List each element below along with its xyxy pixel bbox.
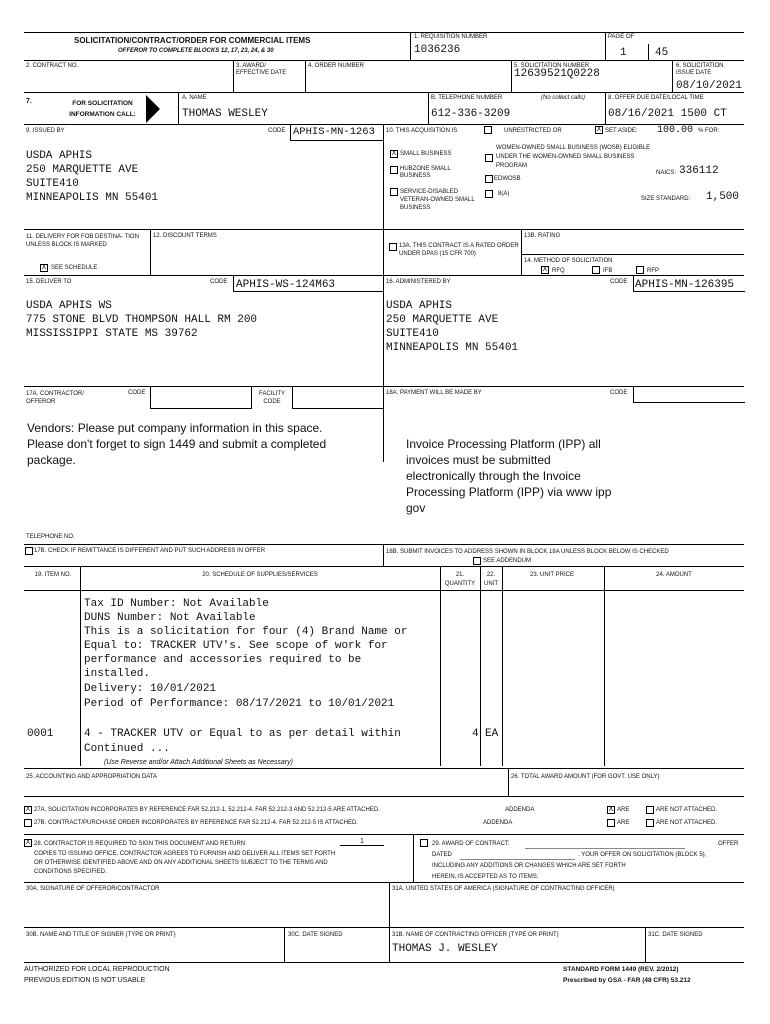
page-count-value: 45 [655, 47, 669, 59]
col-item-no-header: 19. ITEM NO. [34, 572, 72, 578]
admin-code-value[interactable]: APHIS-MN-126395 [635, 279, 735, 291]
col-unit-price-header: 23. UNIT PRICE [530, 572, 574, 578]
rfq-checkbox[interactable]: X [542, 266, 548, 273]
r28-label: 28. CONTRACTOR IS REQUIRED TO SIGN THIS DOCUMENT AND RETURN [34, 841, 246, 847]
sig30a-label: 30A. SIGNATURE OF OFFEROR/CONTRACTOR [26, 886, 160, 892]
telephone-value[interactable]: 612-336-3209 [431, 108, 511, 120]
contracting-officer-name: THOMAS J. WESLEY [392, 943, 498, 955]
schedule-line-8: Period of Performance: 08/17/2021 to 10/01/2021 [84, 698, 395, 710]
issued-code-label: CODE [268, 128, 286, 134]
naics-value[interactable]: 336112 [679, 165, 719, 177]
discount-terms-label: 12. DISCOUNT TERMS [153, 233, 217, 239]
r27b-are-not-label: ARE NOT ATTACHED. [656, 820, 718, 826]
edwosb-label: EDWOSB [494, 176, 521, 182]
r27a-addenda: ADDENDA [505, 807, 535, 813]
solicitation-info-label: FOR SOLICITATION INFORMATION CALL: [69, 100, 136, 118]
small-business-label: SMALL BUSINESS [400, 151, 452, 157]
award-date-label: 3. AWARD/ EFFECTIVE DATE [236, 63, 287, 76]
size-standard-label: SIZE STANDARD: [641, 196, 691, 202]
size-standard-value[interactable]: 1,500 [706, 191, 740, 203]
delivery-label: 11. DELIVERY FOR FOB DESTINA- TION UNLESS BLOCK IS MARKED [26, 234, 139, 248]
schedule-line-6: installed. [84, 668, 151, 680]
item-number: 0001 [27, 728, 54, 740]
remittance-checkbox[interactable] [25, 547, 33, 555]
previous-edition-note: PREVIOUS EDITION IS NOT USABLE [24, 977, 146, 984]
issue-date-label: 6. SOLICITATION ISSUE DATE [676, 63, 724, 76]
requisition-value[interactable]: 1036236 [414, 44, 461, 56]
rfp-label: RFP [647, 268, 659, 274]
r27a-are-label: ARE [617, 807, 630, 813]
arrow-right-icon [146, 95, 160, 123]
standard-form-label: STANDARD FORM 1449 (REV. 2/2012) [563, 966, 679, 973]
r27a-are-not-checkbox[interactable] [646, 806, 654, 814]
schedule-line-5: performance and accessories required to be [84, 654, 362, 666]
name-label: A. NAME [182, 95, 207, 101]
remittance-label: 17B. CHECK IF REMITTANCE IS DIFFERENT AND PUT SUCH ADDRESS IN OFFER [34, 548, 266, 554]
solicitation-number-label: 5. SOLICITATION NUMBER [514, 63, 590, 69]
r27b-checkbox[interactable] [24, 819, 32, 827]
solicitation-number-value[interactable]: 12639521Q0228 [514, 68, 600, 80]
r27b-are-not-checkbox[interactable] [646, 819, 654, 827]
r28-text: COPIES TO ISSUING OFFICE. CONTRACTOR AGREES TO FURNISH AND DELIVER ALL ITEMS SET FORTH OR OTHERWISE IDENTIFIED ABOVE AND ON ANY ADDITIONAL SHEETS SUBJECT TO THE TERMS AND CONDITIONS SPECIFIED. [34, 851, 336, 875]
r29-offer-label: OFFER [718, 841, 739, 847]
see-schedule-checkbox[interactable]: X [41, 264, 47, 271]
collect-note: (No collect calls) [541, 95, 586, 101]
contract-no-label: 2. CONTRACT NO. [26, 63, 79, 69]
hubzone-label: HUBZONE SMALL BUSINESS [400, 166, 451, 179]
issued-by-line-1: USDA APHIS [26, 150, 93, 162]
item-description-2: Continued ... [84, 743, 170, 755]
deliver-to-line-2: 775 STONE BLVD THOMPSON HALL RM 200 [26, 314, 258, 326]
r29-checkbox[interactable] [420, 839, 428, 847]
date31c-label: 31C. DATE SIGNED [648, 932, 703, 938]
offer-due-value[interactable]: 08/16/2021 1500 CT [608, 108, 727, 120]
contractor-label: 17A. CONTRACTOR/ OFFEROR [26, 391, 84, 405]
facility-code-label: FACILITY CODE [258, 391, 285, 405]
r29-offer-block: . YOUR OFFER ON SOLICITATION (BLOCK 5), [578, 852, 707, 858]
r27b-addenda: ADDENDA [483, 820, 513, 826]
r27b-are-label: ARE [617, 820, 630, 826]
small-business-checkbox[interactable]: X [391, 150, 397, 157]
set-aside-percent[interactable]: 100.00 [657, 125, 694, 136]
issue-date-value[interactable]: 08/10/2021 [676, 80, 743, 92]
block-7-number: 7. [26, 98, 32, 105]
issued-by-line-2: 250 MARQUETTE AVE [26, 164, 139, 176]
form-subtitle: OFFEROR TO COMPLETE BLOCKS 12, 17, 23, 24, & 30 [118, 48, 274, 54]
date30c-label: 30C. DATE SIGNED [288, 932, 343, 938]
issued-by-line-3: SUITE410 [26, 178, 79, 190]
requisition-label: 1. REQUISITION NUMBER [414, 34, 488, 40]
ifb-label: IFB [603, 268, 613, 274]
deliver-to-label: 15. DELIVER TO [26, 279, 72, 285]
accounting-label: 25. ACCOUNTING AND APPROPRIATION DATA [26, 774, 158, 780]
telephone-no-label: TELEPHONE NO. [26, 534, 75, 540]
sdvosb-label: SERVICE-DISABLED VETERAN-OWNED SMALL BUSINESS [400, 189, 475, 211]
name31b-label: 31B. NAME OF CONTRACTING OFFICER (TYPE OR PRINT) [392, 932, 559, 938]
item-unit: EA [485, 728, 499, 740]
r29-including: INCLUDING ANY ADDITIONS OR CHANGES WHICH ARE SET FORTH [432, 863, 626, 869]
vendor-note: Vendors: Please put company information in this space. Please don't forget to sign 1449 and submit a completed package. [27, 421, 327, 467]
col-unit-header: 22. UNIT [484, 572, 498, 587]
payment-note: Invoice Processing Platform (IPP) all invoices must be submitted electronically through the Invoice Processing Platform (IPP) via www ipp gov [406, 437, 612, 515]
contact-name-value[interactable]: THOMAS WESLEY [182, 108, 268, 120]
offer-due-label: 8. OFFER DUE DATE/LOCAL TIME [608, 95, 704, 101]
r27a-checkbox[interactable]: X [25, 806, 31, 813]
col-amount-header: 24. AMOUNT [656, 572, 692, 578]
hubzone-checkbox[interactable] [390, 166, 398, 174]
schedule-line-2: DUNS Number: Not Available [84, 612, 256, 624]
r27a-are-checkbox[interactable]: X [608, 806, 614, 813]
order-number-label: 4. ORDER NUMBER [308, 63, 365, 69]
r29-dated-label: DATED [432, 852, 452, 858]
administered-line-1: USDA APHIS [386, 300, 453, 312]
schedule-line-1: Tax ID Number: Not Available [84, 598, 269, 610]
rfp-checkbox[interactable] [636, 266, 644, 274]
r27b-label: 27B. CONTRACT/PURCHASE ORDER INCORPORATES BY REFERENCE FAR 52.212-4. FAR 52.212-5 IS ATTACHED. [34, 820, 358, 826]
issued-by-label: 9. ISSUED BY [26, 128, 65, 134]
r27a-are-not-label: ARE NOT ATTACHED. [656, 807, 718, 813]
unrestricted-checkbox[interactable] [484, 126, 492, 134]
item-quantity: 4 [472, 728, 479, 740]
submit-invoices-label: 18B. SUBMIT INVOICES TO ADDRESS SHOWN IN BLOCK 18A UNLESS BLOCK BELOW IS CHECKED [386, 549, 669, 555]
wosb-label: WOMEN-OWNED SMALL BUSINESS (WOSB) ELIGIBLE UNDER THE WOMEN-OWNED SMALL BUSINESS PROGRAM [496, 145, 651, 169]
wosb-checkbox[interactable] [485, 154, 493, 162]
naics-label: NAICS: [656, 170, 677, 176]
percent-for-label: % FOR: [698, 128, 720, 134]
contractor-code-label: CODE [128, 390, 146, 396]
payment-label: 18A. PAYMENT WILL BE MADE BY [386, 390, 482, 396]
sdvosb-checkbox[interactable] [390, 188, 398, 196]
administered-by-label: 16. ADMINISTERED BY [386, 279, 451, 285]
deliver-to-line-1: USDA APHIS WS [26, 300, 112, 312]
see-addendum-label: SEE ADDENDUM [483, 558, 532, 564]
form-title: SOLICITATION/CONTRACT/ORDER FOR COMMERCIAL ITEMS [74, 36, 311, 45]
see-schedule-label: SEE SCHEDULE [51, 265, 98, 271]
page-value: 1 [620, 47, 627, 59]
issued-code-value[interactable]: APHIS-MN-1263 [293, 126, 375, 138]
page-label: PAGE [608, 34, 625, 40]
col-schedule-header: 20. SCHEDULE OF SUPPLIES/SERVICES [202, 572, 318, 578]
set-aside-label: SET ASIDE: [605, 128, 638, 134]
rated-order-label: 13A. THIS CONTRACT IS A RATED ORDER UNDER DPAS (15 CFR 700) [399, 243, 519, 257]
r29-herein: HEREIN, IS ACCEPTED AS TO ITEMS: [432, 874, 539, 880]
administered-line-4: MINNEAPOLIS MN 55401 [386, 342, 519, 354]
reverse-note: (Use Reverse and/or Attach Additional Sheets as Necessary) [104, 759, 293, 766]
see-addendum-checkbox[interactable] [473, 557, 481, 565]
admin-code-label: CODE [610, 279, 628, 285]
telephone-label: B. TELEPHONE NUMBER [431, 95, 503, 101]
sig31a-label: 31A. UNITED STATES OF AMERICA (SIGNATURE OF CONTRACTING OFFICER) [392, 886, 615, 892]
authorized-note: AUTHORIZED FOR LOCAL REPRODUCTION [24, 966, 170, 973]
method-label: 14. METHOD OF SOLICITATION [524, 258, 613, 264]
r28-copies[interactable]: 1 [340, 838, 384, 846]
issued-by-line-4: MINNEAPOLIS MN 55401 [26, 192, 159, 204]
deliver-code-value[interactable]: APHIS-WS-124M63 [236, 279, 336, 291]
col-quantity-header: 21. QUANTITY [444, 572, 476, 587]
deliver-to-line-3: MISSISSIPPI STATE MS 39762 [26, 328, 198, 340]
r29-label: 29. AWARD OF CONTRACT: [432, 841, 510, 847]
item-description-1: 4 - TRACKER UTV or Equal to as per detail within [84, 728, 401, 740]
payment-code-label: CODE [610, 390, 628, 396]
unrestricted-label: UNRESTRICTED OR [504, 128, 562, 134]
prescribed-by-label: Prescribed by GSA - FAR (48 CFR) 53.212 [563, 977, 691, 984]
r28-checkbox[interactable]: X [25, 839, 31, 846]
edwosb-checkbox[interactable] [485, 175, 493, 183]
eight-a-checkbox[interactable] [485, 190, 493, 198]
set-aside-checkbox[interactable]: X [596, 126, 602, 133]
schedule-line-3: This is a solicitation for four (4) Brand Name or [84, 626, 408, 638]
r27a-label: 27A. SOLICITATION INCORPORATES BY REFERENCE FAR 52.212-1, 52.212-4. FAR 52.212-3 AND 52.212-5 ARE ATTACHED. [34, 807, 380, 813]
rated-order-checkbox[interactable] [389, 243, 397, 251]
ifb-checkbox[interactable] [592, 266, 600, 274]
schedule-line-4: Equal to: TRACKER UTV's. See scope of work for [84, 640, 388, 652]
acquisition-label: 10. THIS ACQUISITION IS [386, 128, 458, 134]
name30b-label: 30B. NAME AND TITLE OF SIGNER (TYPE OR PRINT) [26, 932, 176, 938]
rfq-label: RFQ [552, 268, 565, 274]
schedule-line-7: Delivery: 10/01/2021 [84, 683, 217, 695]
of-label: OF [626, 34, 635, 40]
r27b-are-checkbox[interactable] [607, 819, 615, 827]
rating-label: 13B. RATING [524, 233, 561, 239]
total-award-label: 26. TOTAL AWARD AMOUNT (FOR GOVT. USE ONLY) [511, 774, 660, 780]
administered-line-3: SUITE410 [386, 328, 439, 340]
eight-a-label: 8(A) [498, 191, 510, 197]
administered-line-2: 250 MARQUETTE AVE [386, 314, 499, 326]
deliver-code-label: CODE [210, 279, 228, 285]
